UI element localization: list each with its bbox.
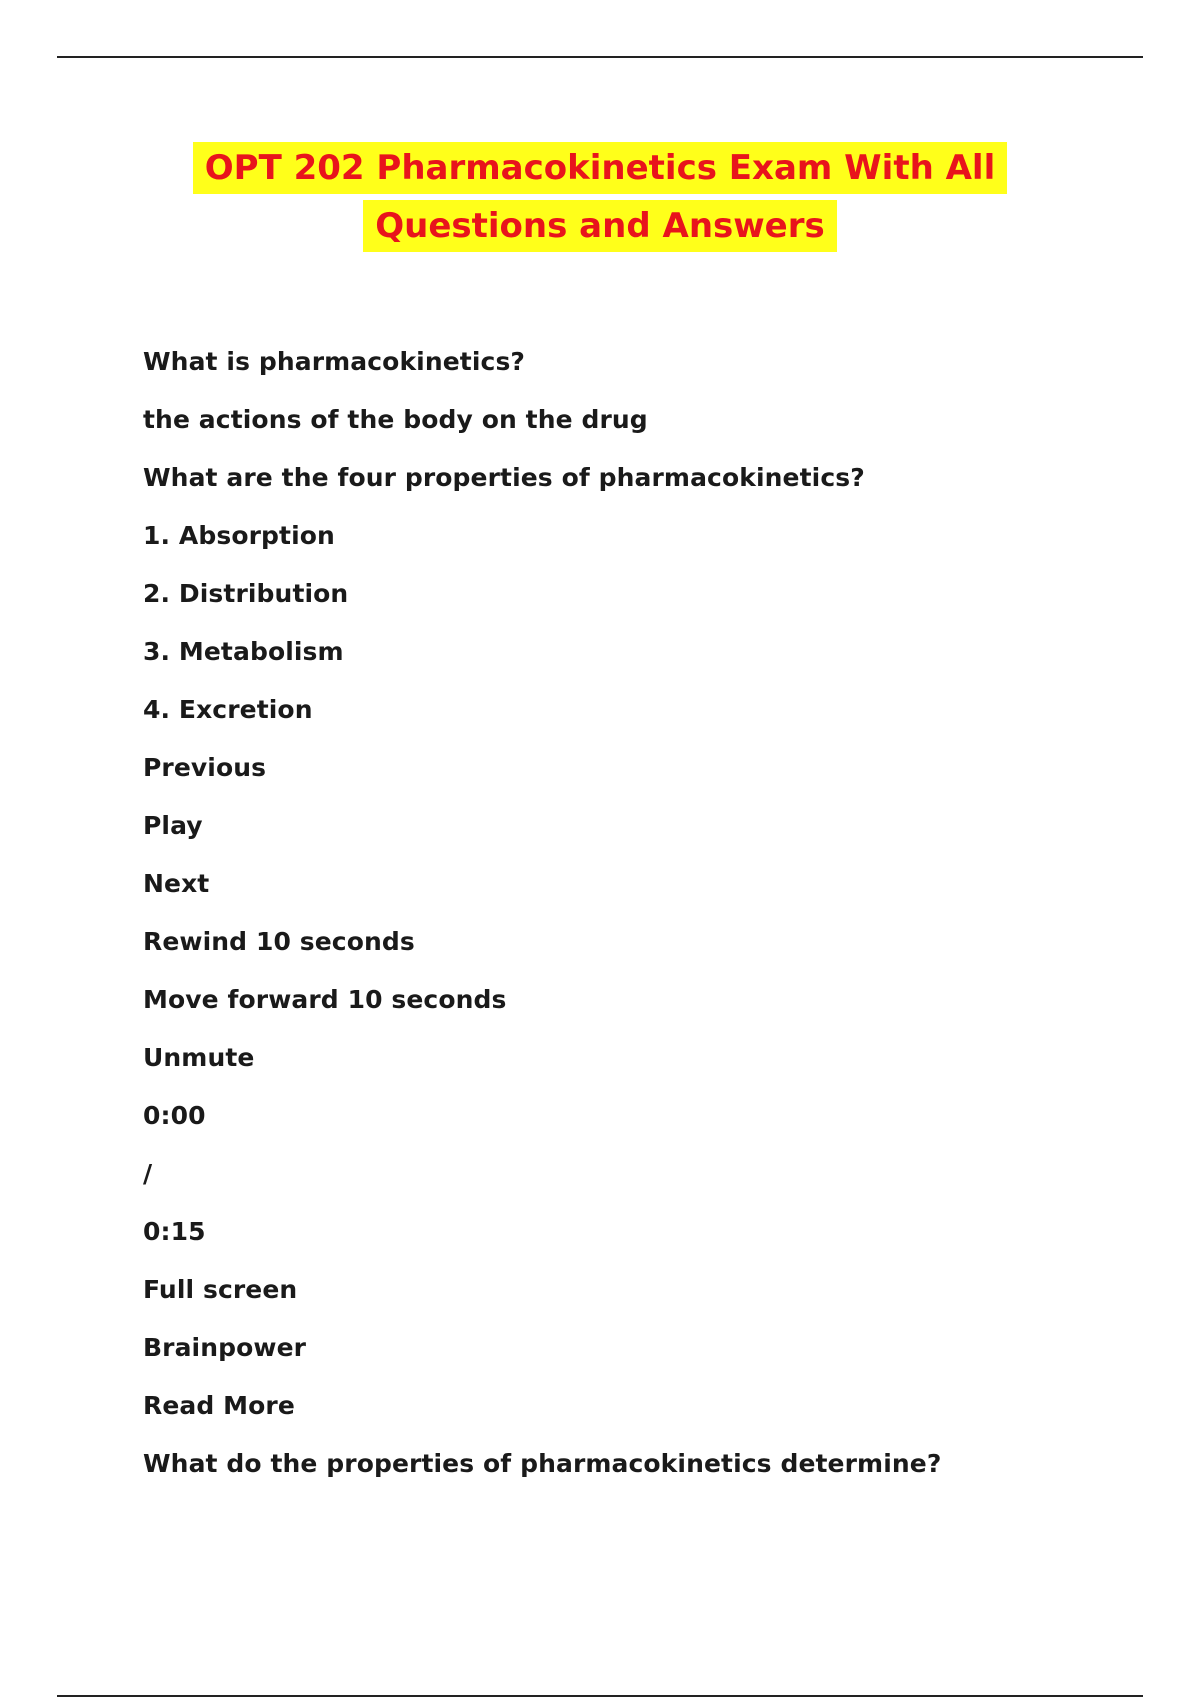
question-line: What is pharmacokinetics? xyxy=(143,347,526,376)
document-title xyxy=(0,142,1200,258)
text-line: Move forward 10 seconds xyxy=(143,985,507,1014)
document-body xyxy=(143,333,1143,1493)
text-line: Previous xyxy=(143,753,267,782)
text-line: Unmute xyxy=(143,1043,255,1072)
top-rule xyxy=(57,56,1143,58)
question-line: What are the four properties of pharmacokinetics? xyxy=(143,463,865,492)
text-line: Brainpower xyxy=(143,1333,307,1362)
title-line-1: OPT 202 Pharmacokinetics Exam With All xyxy=(193,142,1007,194)
text-line: Play xyxy=(143,811,203,840)
question-line: What do the properties of pharmacokinetics determine? xyxy=(143,1449,942,1478)
text-line: 0:15 xyxy=(143,1217,206,1246)
text-line: / xyxy=(143,1159,153,1188)
title-line-2: Questions and Answers xyxy=(363,200,837,252)
text-line: Full screen xyxy=(143,1275,298,1304)
answer-list-item: 2. Distribution xyxy=(143,579,349,608)
text-line: Next xyxy=(143,869,210,898)
bottom-rule xyxy=(57,1695,1143,1697)
text-line: Read More xyxy=(143,1391,295,1420)
answer-line: the actions of the body on the drug xyxy=(143,405,648,434)
answer-list-item: 4. Excretion xyxy=(143,695,313,724)
answer-list-item: 1. Absorption xyxy=(143,521,335,550)
text-line: Rewind 10 seconds xyxy=(143,927,415,956)
answer-list-item: 3. Metabolism xyxy=(143,637,344,666)
text-line: 0:00 xyxy=(143,1101,206,1130)
